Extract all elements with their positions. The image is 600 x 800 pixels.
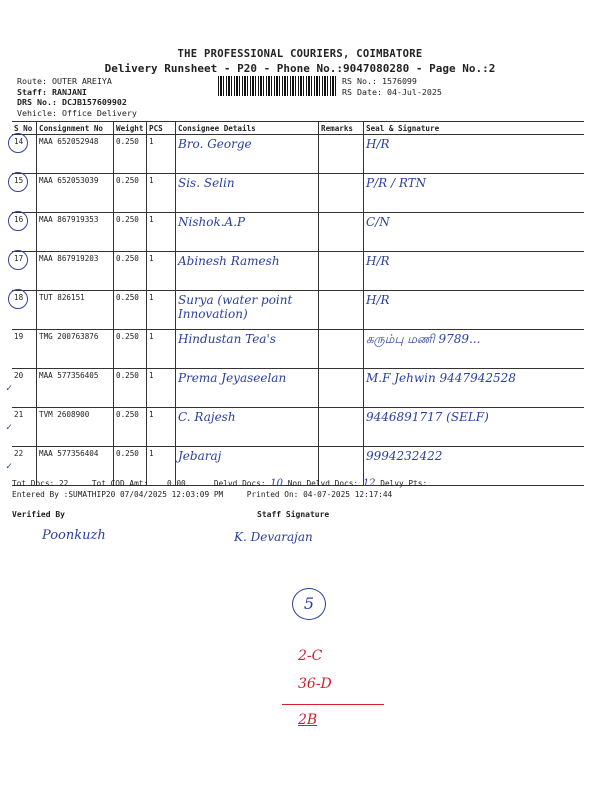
row-pcs: 1 bbox=[147, 291, 176, 330]
row-signature: H/R bbox=[364, 291, 585, 330]
row-pcs: 1 bbox=[147, 135, 176, 174]
row-pcs: 1 bbox=[147, 330, 176, 369]
report-subtitle: Delivery Runsheet - P20 - Phone No.:9047080280 - Page No.:2 bbox=[104, 62, 496, 75]
drs-number: DRS No.: DCJB157609902 bbox=[17, 97, 127, 107]
row-consignee: Hindustan Tea's bbox=[176, 330, 319, 369]
sno-value: 15 bbox=[14, 176, 24, 185]
row-signature: H/R bbox=[364, 252, 585, 291]
circle-mark-icon bbox=[8, 172, 28, 192]
row-remarks bbox=[319, 174, 364, 213]
checkmark-icon: ✓ bbox=[6, 422, 13, 433]
circle-mark-icon bbox=[8, 250, 28, 270]
entered-printed-line bbox=[12, 490, 427, 501]
row-remarks bbox=[319, 135, 364, 174]
row-pcs: 1 bbox=[147, 369, 176, 408]
sno-value: 16 bbox=[14, 215, 24, 224]
row-sno bbox=[12, 252, 37, 291]
row-sno bbox=[12, 213, 37, 252]
row-weight: 0.250 bbox=[114, 330, 147, 369]
runsheet-table bbox=[6, 121, 584, 486]
staff-signature-label: Staff Signature bbox=[257, 510, 330, 519]
rs-info bbox=[342, 76, 442, 97]
delvy-pts-label: Delvy Pts: bbox=[380, 479, 428, 488]
tot-docs-label: Tot Docs: bbox=[12, 479, 55, 488]
row-signature: 9994232422 bbox=[364, 447, 585, 486]
row-consignee: Jebaraj bbox=[176, 447, 319, 486]
tot-cod: 0.00 bbox=[166, 479, 186, 488]
row-weight: 0.250 bbox=[114, 174, 147, 213]
col-pcs: PCS bbox=[147, 122, 176, 135]
row-consignment-no: TMG 200763876 bbox=[37, 330, 114, 369]
table-row bbox=[12, 135, 584, 174]
delvd-label: Delvd Docs: bbox=[213, 479, 266, 488]
row-consignee: Sis. Selin bbox=[176, 174, 319, 213]
row-consignment-no: TVM 2608900 bbox=[37, 408, 114, 447]
table-row bbox=[12, 174, 584, 213]
sno-value: 19 bbox=[14, 332, 24, 341]
report-title: THE PROFESSIONAL COURIERS, COIMBATORE bbox=[177, 48, 423, 60]
row-sno bbox=[12, 291, 37, 330]
row-signature: கரும்பு மணி 9789... bbox=[364, 330, 585, 369]
non-delvd-label: Non Delvd Docs: bbox=[287, 479, 359, 488]
barcode bbox=[218, 76, 336, 96]
row-signature: 9446891717 (SELF) bbox=[364, 408, 585, 447]
table-row bbox=[12, 213, 584, 252]
col-remarks: Remarks bbox=[319, 122, 364, 135]
row-pcs: 1 bbox=[147, 174, 176, 213]
sno-value: 14 bbox=[14, 137, 24, 146]
staff: Staff: RANJANI bbox=[17, 86, 87, 97]
vehicle: Vehicle: Office Delivery bbox=[17, 107, 137, 118]
row-consignment-no: MAA 652053039 bbox=[37, 174, 114, 213]
row-consignment-no: TUT 826151 bbox=[37, 291, 114, 330]
sno-value: 17 bbox=[14, 254, 24, 263]
red-note-2: 36-D bbox=[298, 676, 332, 692]
col-weight: Weight bbox=[114, 122, 147, 135]
red-note-1: 2-C bbox=[298, 648, 323, 664]
col-sno: S No bbox=[12, 122, 37, 135]
row-consignee: Nishok.A.P bbox=[176, 213, 319, 252]
row-signature: H/R bbox=[364, 135, 585, 174]
row-consignee: Abinesh Ramesh bbox=[176, 252, 319, 291]
entered-by: Entered By :SUMATHIP20 07/04/2025 12:03:09 PM bbox=[12, 489, 224, 499]
red-underline bbox=[282, 704, 384, 705]
row-weight: 0.250 bbox=[114, 408, 147, 447]
table-row bbox=[12, 291, 584, 330]
table-row bbox=[12, 330, 584, 369]
col-consignee: Consignee Details bbox=[176, 122, 319, 135]
row-consignment-no: MAA 577356404 bbox=[37, 447, 114, 486]
row-pcs: 1 bbox=[147, 447, 176, 486]
table-row bbox=[12, 252, 584, 291]
tot-cod-label: Tot COD Amt: bbox=[91, 479, 149, 488]
row-pcs: 1 bbox=[147, 213, 176, 252]
row-weight: 0.250 bbox=[114, 135, 147, 174]
checkmark-icon: ✓ bbox=[6, 383, 13, 394]
col-signature: Seal & Signature bbox=[364, 122, 585, 135]
table-header-row bbox=[12, 122, 584, 135]
row-remarks bbox=[319, 369, 364, 408]
route-info bbox=[17, 76, 137, 118]
table-row bbox=[12, 369, 584, 408]
row-remarks bbox=[319, 213, 364, 252]
row-weight: 0.250 bbox=[114, 213, 147, 252]
row-weight: 0.250 bbox=[114, 252, 147, 291]
row-sno bbox=[6, 369, 37, 408]
row-consignee: C. Rajesh bbox=[176, 408, 319, 447]
row-sno bbox=[12, 135, 37, 174]
row-weight: 0.250 bbox=[114, 369, 147, 408]
printed-on: Printed On: 04-07-2025 12:17:44 bbox=[246, 489, 393, 499]
row-remarks bbox=[319, 291, 364, 330]
sno-value: 22 bbox=[14, 449, 24, 458]
verified-signature: Poonkuzh bbox=[42, 528, 106, 543]
row-signature: P/R / RTN bbox=[364, 174, 585, 213]
red-note-3: 2B bbox=[298, 712, 318, 728]
row-consignee: Bro. George bbox=[176, 135, 319, 174]
row-remarks bbox=[319, 330, 364, 369]
table-row bbox=[12, 408, 584, 447]
row-pcs: 1 bbox=[147, 252, 176, 291]
row-sno bbox=[12, 330, 37, 369]
row-consignment-no: MAA 577356405 bbox=[37, 369, 114, 408]
page-mark: 5 bbox=[292, 588, 326, 620]
delvd-docs: 10 bbox=[270, 478, 283, 489]
sno-value: 18 bbox=[14, 293, 24, 302]
row-consignment-no: MAA 867919203 bbox=[37, 252, 114, 291]
checkmark-icon: ✓ bbox=[6, 461, 13, 472]
row-consignment-no: MAA 867919353 bbox=[37, 213, 114, 252]
sno-value: 21 bbox=[14, 410, 24, 419]
row-consignee: Surya (water point Innovation) bbox=[176, 291, 319, 330]
row-consignee: Prema Jeyaseelan bbox=[176, 369, 319, 408]
staff-signature: K. Devarajan bbox=[234, 530, 313, 544]
row-remarks bbox=[319, 408, 364, 447]
rs-date: RS Date: 04-Jul-2025 bbox=[342, 86, 442, 97]
row-sno bbox=[12, 174, 37, 213]
circle-mark-icon bbox=[8, 289, 28, 309]
tot-docs: 22 bbox=[58, 479, 69, 488]
row-weight: 0.250 bbox=[114, 291, 147, 330]
non-delvd-docs: 12 bbox=[362, 478, 376, 489]
circle-mark-icon bbox=[8, 211, 28, 231]
row-weight: 0.250 bbox=[114, 447, 147, 486]
circle-mark-icon bbox=[8, 133, 28, 153]
row-remarks bbox=[319, 252, 364, 291]
totals-line bbox=[12, 479, 427, 490]
sno-value: 20 bbox=[14, 371, 24, 380]
col-consignment: Consignment No bbox=[37, 122, 114, 135]
row-sno bbox=[6, 408, 37, 447]
runsheet-footer bbox=[12, 479, 427, 500]
verified-by-label: Verified By bbox=[12, 510, 65, 519]
row-signature: M.F Jehwin 9447942528 bbox=[364, 369, 585, 408]
row-consignment-no: MAA 652052948 bbox=[37, 135, 114, 174]
route: Route: OUTER AREIYA bbox=[17, 76, 112, 86]
rs-number: RS No.: 1576099 bbox=[342, 76, 417, 86]
row-signature: C/N bbox=[364, 213, 585, 252]
row-pcs: 1 bbox=[147, 408, 176, 447]
